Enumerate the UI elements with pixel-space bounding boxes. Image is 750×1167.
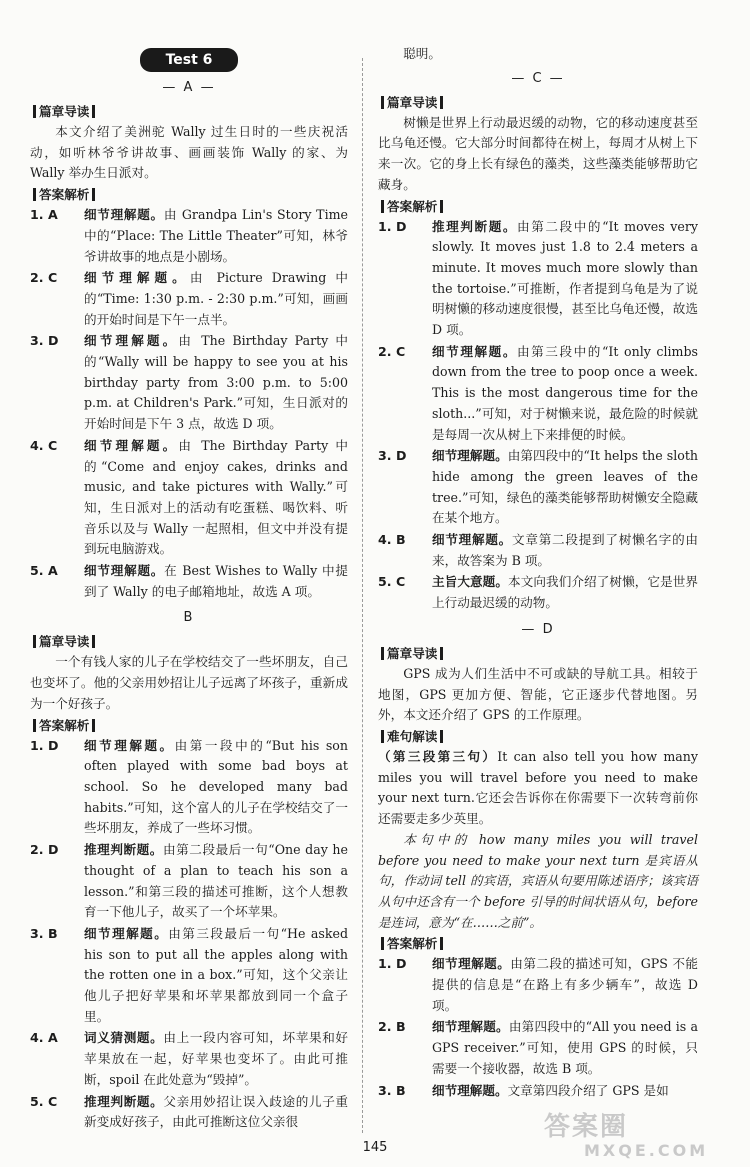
difficult-ref: （第三段第三句） [378,748,498,764]
answer-item [30,561,348,602]
test-badge: Test 6 [140,48,239,72]
test-badge-wrap [30,48,348,74]
answer-item [378,572,698,613]
item-number: 2. [30,842,44,858]
answer-item [378,1081,698,1102]
item-text [84,840,348,923]
section-a-guide: 本文介绍了美洲驼 Wally 过生日时的一些庆祝活动，如听林爷爷讲故事、画画装饰 Wally 的家、为 Wally 举办生日派对。 [30,124,348,181]
item-number: 2. [378,343,392,359]
item-kind: 细节理解题。 [432,343,517,359]
answers-label: 答案解析 [387,198,438,214]
item-answer: B [396,1019,406,1035]
item-text [432,342,698,446]
answer-item [30,924,348,1028]
section-d-items [378,954,698,1101]
item-answer: B [48,925,58,941]
item-explanation: 由第二段中的“It moves very slowly. It moves just 1.8 to 2.4 meters a minute. It moves much more slowly than the tortoise.”可推断，作者提到乌龟是为了说明树懒的移动速度很慢，甚至比乌龟还慢，故选 D 项。 [432,218,698,338]
item-answer: A [48,1030,58,1046]
answers-label: 答案解析 [39,187,90,203]
item-explanation: 由 The Birthday Party 中的“Wally will be happy to see you at his birthday party from 3:00 p.m. to 5:00 p.m. at Children's Park.”可知，生日派对的开始时间是下午 3 点，故选 D 项。 [84,333,349,432]
item-kind: 细节理解题。 [84,207,164,223]
section-c-title: — C — [511,70,565,86]
section-b-letter: B [183,610,195,626]
item-number: 1. [378,218,392,234]
item-explanation: 文章第二段提到了树懒名字的由来，故答案为 B 项。 [432,532,699,568]
item-answer: D [48,842,59,858]
answer-item [378,1017,698,1079]
answer-item [30,268,348,330]
guide-label: 篇章导读 [387,94,438,110]
item-explanation: 由第四段中的“All you need is a GPS receiver.”可知，使用 GPS 的时候，只需要一个接收器，故选 B 项。 [432,1019,698,1076]
item-kind: 细节理解题。 [84,333,179,349]
item-number: 2. [30,270,44,286]
difficult-label: 难句解读 [387,728,438,744]
item-text [432,530,698,571]
item-explanation: 由 Grandpa Lin's Story Time 中的“Place: The Little Theater”可知，林爷爷讲故事的地点是小剧场。 [84,207,349,264]
section-d-letter: D [542,621,555,637]
section-b-title [30,608,348,628]
guide-label: 篇章导读 [387,645,438,661]
item-answer: B [396,1082,406,1098]
section-d-answers-heading [378,934,698,954]
section-b-guide: 一个有钱人家的儿子在学校结交了一些坏朋友，自己也变坏了。他的父亲用妙招让儿子远离了坏孩子，重新成为一个好孩子。 [30,654,348,711]
item-explanation: 由第三段最后一句“He asked his son to put all the apples along with the rotten one in a box.”可知，这个父亲让他儿子把好苹果和坏苹果都放到同一个盒子里。 [84,925,349,1024]
item-number: 2. [378,1019,392,1035]
section-d-title: — D [521,621,555,637]
item-text [432,446,698,529]
item-number: 3. [378,448,392,464]
item-kind: 推理判断题。 [432,218,518,234]
item-answer: C [48,437,58,453]
answer-item [30,436,348,560]
item-explanation: 在 Best Wishes to Wally 中提到了 Wally 的电子邮箱地址，故选 A 项。 [84,563,348,599]
item-answer: A [48,207,58,223]
difficult-translation: 它还会告诉你在你需要下一次转弯前你还需要走多少英里。 [378,790,699,827]
item-text [432,1017,698,1079]
item-number: 4. [30,1030,44,1046]
section-a-answers-heading [30,185,348,205]
section-a-title: — A — [162,80,216,95]
watermark-logo [544,1112,744,1164]
answer-item [378,217,698,341]
item-text [432,217,698,341]
item-text [432,572,698,613]
item-number: 1. [30,737,44,753]
section-c-guide: 树懒是世界上行动最迟缓的动物，它的移动速度甚至比乌龟还慢。它大部分时间都待在树上，每周才从树上下来一次。它的身上长有绿色的藻类，这些藻类能够帮助它藏身。 [378,114,698,192]
item-kind: 细节理解题。 [432,532,513,548]
section-b-guide-heading [30,632,348,652]
section-c-guide-heading [378,93,698,113]
item-answer: C [396,574,406,590]
item-answer: B [396,532,406,548]
section-b-items [30,736,348,1133]
column-divider [362,58,363,1133]
section-c-letter: C [532,70,544,86]
item-answer: D [48,737,59,753]
section-d-guide-heading [378,644,698,664]
difficult-explanation: 本句中的 how many miles you will travel before you need to make your next turn 是宾语从句，作动词 tell 的宾语，宾语从句要用陈述语序；该宾语从句中还含有一个 before 引导的时间状语从句，before 是连词，意为“在……之前”。 [378,831,698,930]
item-text [84,924,348,1028]
item-kind: 细节理解题。 [432,1019,509,1035]
section-b-answers-heading [30,716,348,736]
item-text [432,1081,698,1102]
page-number: 145 [362,1140,388,1155]
answers-label: 答案解析 [39,717,90,733]
section-c-answers-heading [378,197,698,217]
item-kind: 细节理解题。 [84,270,190,286]
item-text [84,205,348,267]
item-answer: C [48,270,58,286]
item-kind: 推理判断题。 [84,1093,164,1109]
item-explanation: 由 Picture Drawing 中的“Time: 1:30 p.m. - 2:30 p.m.”可知，画画的开始时间是下午一点半。 [84,270,348,327]
difficult-sentence: It can also tell you how many miles you will travel before you need to make your next turn. [378,748,699,806]
section-b-continued: 聪明。 [403,46,441,61]
item-number: 4. [378,532,392,548]
item-number: 3. [30,925,44,941]
item-number: 1. [30,207,44,223]
item-explanation: 由第三段中的“It only climbs down from the tree to poop once a week. This is the most dangerous time for the sloth...”可知，对于树懒来说，最危险的时候就是每周一次从树上下来排便的时候。 [432,343,698,442]
item-answer: D [396,448,407,464]
item-number: 1. [378,956,392,972]
item-kind: 细节理解题。 [84,737,175,753]
item-explanation: 由 The Birthday Party 中的“Come and enjoy cakes, drinks and music, and take pictures with Wally.”可知，生日派对上的活动有吃蛋糕、喝饮料、听音乐以及与 Wally 一起照相，但文中并没有提到玩电脑游戏。 [84,437,349,557]
item-explanation: 由第二段最后一句“One day he thought of a plan to teach his son a lesson.”和第三段的描述可推断，这个人想教育一下他儿子，故买了一个坏苹果。 [84,842,348,920]
item-answer: D [396,218,407,234]
item-answer: D [48,333,59,349]
section-c-items [378,217,698,614]
watermark-logo-text: 答案圈 [544,1112,629,1142]
item-explanation: 文章第四段介绍了 GPS 是如 [507,1082,669,1098]
item-text [84,561,348,602]
guide-label: 篇章导读 [39,104,90,119]
answer-item [378,446,698,529]
item-text [84,1092,348,1133]
item-kind: 细节理解题。 [84,563,165,579]
answers-label: 答案解析 [387,936,438,952]
item-number: 5. [30,563,44,579]
difficult-sentence-block [378,747,698,830]
item-explanation: 本文向我们介绍了树懒，它是世界上行动最迟缓的动物。 [432,574,699,611]
answer-item [378,342,698,446]
item-explanation: 由第四段中的“It helps the sloth hide among the green leaves of the tree.”可知，绿色的藻类能够帮助树懒安全隐藏在某个地方。 [432,448,698,526]
item-text [84,436,348,560]
item-text [84,736,348,840]
answer-item [30,736,348,840]
item-number: 5. [378,574,392,590]
item-kind: 细节理解题。 [84,925,169,941]
item-text [84,1028,348,1090]
item-explanation: 由第一段中的“But his son often played with some bad boys at school. So he developed many bad habits.”可知，这个富人的儿子在学校结交了一些坏朋友，养成了一些坏习惯。 [84,737,348,836]
section-a-guide-heading [30,102,348,122]
answer-item [30,1028,348,1090]
item-text [432,954,698,1016]
item-number: 5. [30,1093,44,1109]
section-a-items [30,205,348,602]
item-kind: 细节理解题。 [432,448,508,464]
item-answer: D [396,956,407,972]
answer-item [378,530,698,571]
watermark-url: MXQE.COM [584,1141,709,1160]
item-kind: 主旨大意题。 [432,574,509,590]
answer-item [30,205,348,267]
section-d-guide: GPS 成为人们生活中不可或缺的导航工具。相较于地图，GPS 更加方便、智能，它正逐步代替地图。另外，本文还介绍了 GPS 的工作原理。 [378,665,698,723]
item-explanation: 由第二段的描述可知，GPS 不能提供的信息是“在路上有多少辆车”，故选 D 项。 [432,956,698,1013]
answer-item [378,954,698,1016]
answer-item [30,1092,348,1133]
item-number: 3. [378,1082,392,1098]
answer-item [30,840,348,923]
section-d-difficult-heading [378,727,698,747]
item-kind: 细节理解题。 [432,1082,508,1098]
item-text [84,331,348,435]
item-answer: A [48,563,58,579]
section-a-letter: A [183,80,195,95]
guide-label: 篇章导读 [39,634,90,650]
item-kind: 细节理解题。 [84,437,179,453]
item-explanation: 由上一段内容可知，坏苹果和好苹果放在一起，好苹果也变坏了。由此可推断，spoil 在此处意为“毁掉”。 [84,1030,349,1087]
left-column [30,0,348,1134]
right-column [378,0,698,1102]
item-number: 4. [30,437,44,453]
item-kind: 细节理解题。 [432,956,511,972]
item-answer: C [48,1093,58,1109]
answer-item [30,331,348,435]
item-answer: C [396,343,406,359]
item-kind: 词义猜测题。 [84,1030,164,1046]
item-number: 3. [30,333,44,349]
item-explanation: 父亲用妙招让误入歧途的儿子重新变成好孩子，由此可推断这位父亲很 [84,1093,349,1130]
item-text [84,268,348,330]
item-kind: 推理判断题。 [84,842,163,858]
